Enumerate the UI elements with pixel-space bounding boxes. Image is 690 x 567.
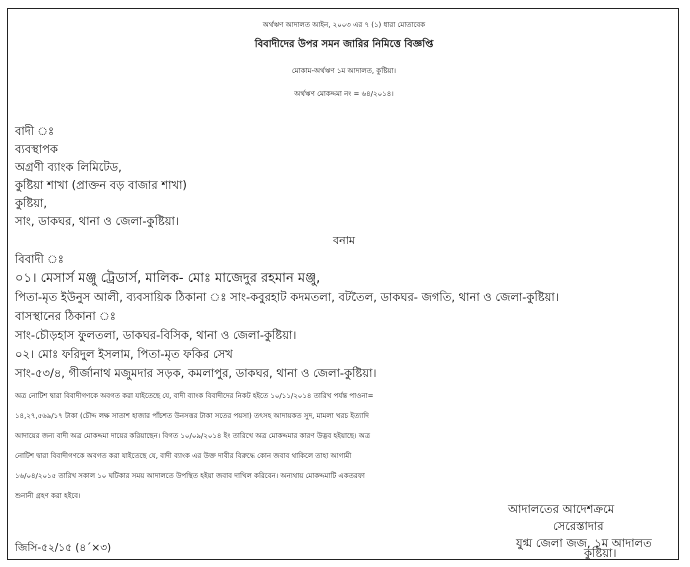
notice-line: শুনানী গ্রহণ করা হইবে।	[15, 492, 81, 500]
notice-line: নোটিশ দ্বারা বিবাদীগণকে অবগত করা যাইতেছে যে, বাদী ব্যাংক এর উক্ত দাবীর বিরুদ্ধে কোন জবাব থাকিলে তাহা আগামী	[15, 452, 352, 460]
defendant-line: সাং-চৌড়হাস ফুলতলা, ডাকঘর-বিসিক, থানা ও জেলা-কুষ্টিয়া।	[15, 328, 297, 342]
plaintiff-line: কুষ্টিয়া শাখা (প্রাক্তন বড় বাজার শাখা)	[15, 178, 187, 192]
defendant-line: পিতা-মৃত ইউনুস আলী, ব্যবসায়িক ঠিকানা ঃ সাং-কবুরহাট কদমতলা, বটতৈল, ডাকঘর- জগতি, থানা ও জেলা-কুষ্টিয়া।	[15, 290, 559, 304]
plaintiff-line: সাং, ডাকঘর, থানা ও জেলা-কুষ্টিয়া।	[15, 214, 179, 228]
notice-line: আদায়ের জন্য বাদী অত্র মোকদ্দমা দায়ের করিয়াছেন। বিগত ১০/০৯/২০১৪ ইং তারিখে অত্র মোকদ্দমার কারণ উদ্ভব হইয়াছে। অত্র	[15, 432, 371, 440]
footer-code: জিসি-৫২/১৫ (৪´×৩)	[15, 542, 112, 554]
case-number: অর্থঋণ মোকদ্দমা নং = ৬৪/২০১৪।	[294, 90, 394, 98]
notice-line: ১৪,২৭,৫৬৯/১৭ টাকা (চৌদ্দ লক্ষ সাতাশ হাজার পাঁচশত উনসত্তর টাকা সতের পয়সা) তৎসহ আদায়কত সুদ, মামলা খরচ ইত্যাদি	[15, 412, 369, 420]
notice-title: বিবাদীদের উপর সমন জারির নিমিত্তে বিজ্ঞপ্তি	[254, 39, 434, 50]
signature-title: সেরেস্তাদার	[553, 519, 604, 533]
signature-court: যুগ্ম জেলা জজ, ১ম আদালত	[516, 536, 652, 550]
defendant-line: সাং-৫৩/৪, গীর্জানাথ মজুমদার সড়ক, কমলাপুর, ডাকঘর, থানা ও জেলা-কুষ্টিয়া।	[15, 366, 377, 380]
defendant-line: ০১। মেসার্স মঞ্জু ট্রেডার্স, মালিক- মোঃ মাজেদুর রহমান মঞ্জু,	[15, 271, 321, 286]
act-line: অর্থঋণ আদালত আইন, ২০০৩ এর ৭ (১) ধারা মোতাবেক	[262, 21, 426, 29]
plaintiff-line: ব্যবস্থাপক	[15, 142, 58, 156]
notice-line: অত্র নোটিশ দ্বারা বিবাদীগণকে অবগত করা যাইতেছে যে, বাদী ব্যাংক বিবাদীদের নিকট হইতে ১০/১১/২০১৪ তারিখ পর্যন্ত পাওনা=	[15, 392, 374, 400]
clipped-previous-ad	[0, 0, 690, 6]
signature-order: আদালতের আদেশক্রমে	[508, 502, 615, 516]
plaintiff-label: বাদী ঃ	[15, 124, 55, 138]
notice-frame	[7, 8, 679, 560]
plaintiff-line: কুষ্টিয়া,	[15, 196, 47, 210]
defendants-label: বিবাদী ঃ	[15, 252, 64, 266]
notice-line: ১৬/০৪/২০১৫ তারিখ সকাল ১০ ঘটিকার সময় আদালতে উপস্থিত হইয়া জবাব দাখিল করিবেন। অন্যথায় মোকদ্দমাটি একতরফা	[15, 472, 365, 480]
signature-place: কুষ্টিয়া।	[584, 546, 617, 560]
defendant-line: ০২। মোঃ ফরিদুল ইসলাম, পিতা-মৃত ফকির সেখ	[15, 347, 233, 361]
versus-label: বনাম	[333, 234, 355, 247]
plaintiff-line: অগ্রণী ব্যাংক লিমিটেড,	[15, 160, 122, 174]
defendant-line: বাসস্থানের ঠিকানা ঃ	[15, 309, 116, 323]
court-name: মোকাম-অর্থঋণ ১ম আদালত, কুষ্টিয়া।	[291, 67, 397, 75]
